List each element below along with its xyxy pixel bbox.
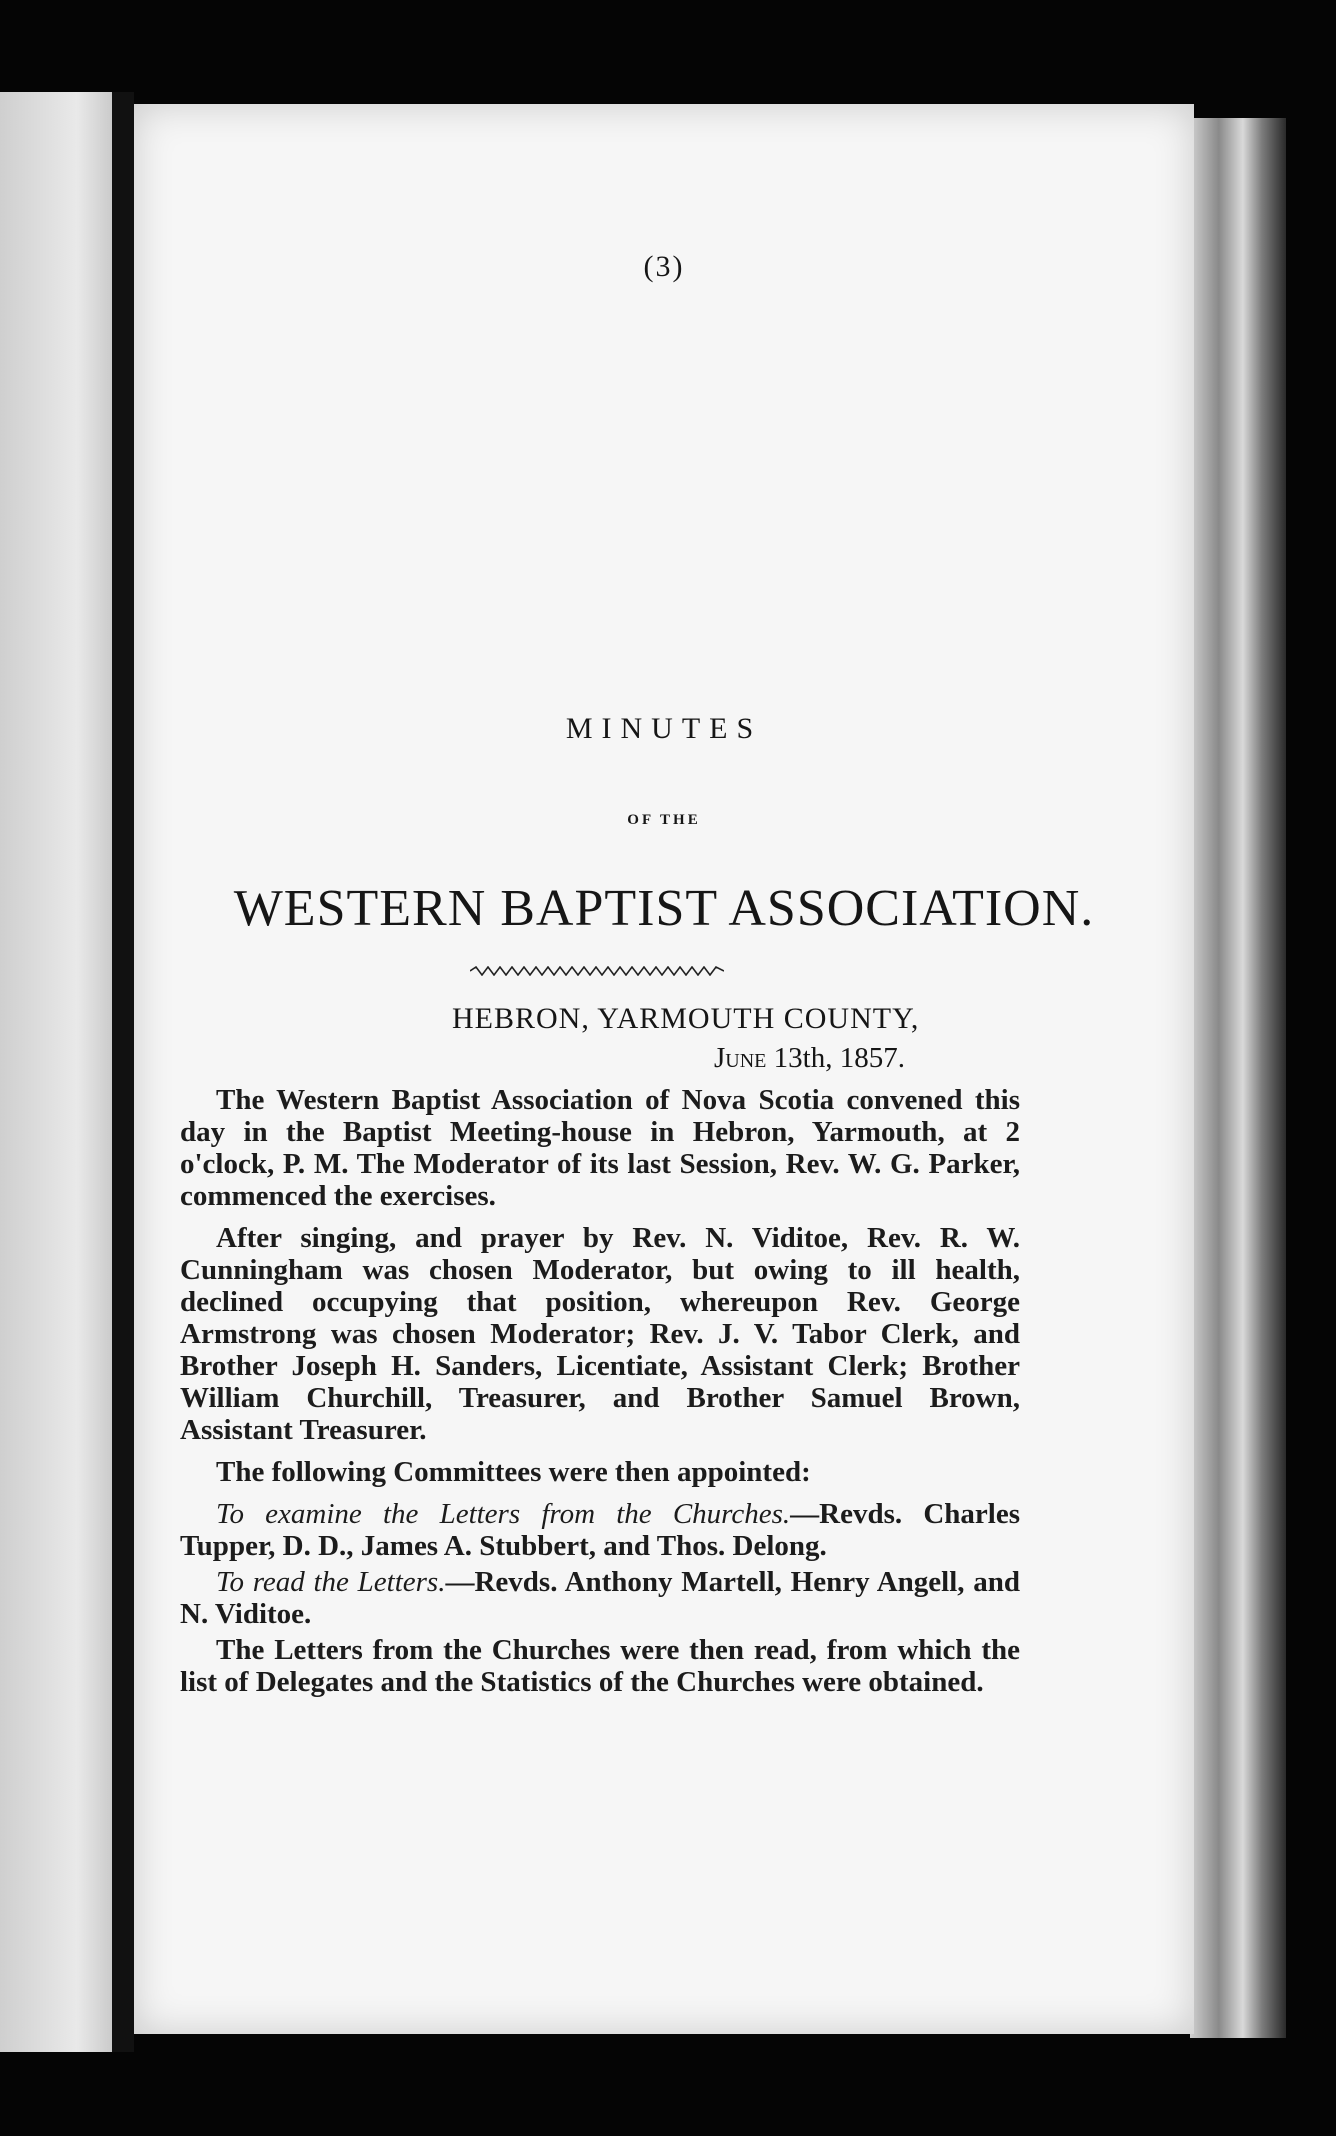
committee-read	[180, 1566, 1020, 1630]
committee-examine	[180, 1498, 1020, 1562]
paragraph-committees-intro: The following Committees were then appointed:	[216, 1456, 811, 1488]
facing-page-edge	[0, 92, 128, 2052]
decorative-rule	[470, 966, 724, 976]
date-line	[714, 1042, 1114, 1075]
paragraph-officers: After singing, and prayer by Rev. N. Viditoe, Rev. R. W. Cunningham was chosen Moderator, but owing to ill health, declined occupying that position, whereupon Rev. George Armstrong was chosen Moderator; Rev. J. V. Tabor Clerk, and Brother Joseph H. Sanders, Licentiate, Assistant Clerk; Brother William Churchill, Treasurer, and Brother Samuel Brown, Assistant Treasurer.	[180, 1222, 1020, 1446]
date-rest: 13th, 1857.	[773, 1042, 905, 1074]
heading-of-the: OF THE	[627, 812, 701, 828]
heading-association: WESTERN BAPTIST ASSOCIATION.	[233, 880, 1095, 937]
committee-read-members: —Revds. Anthony Martell, Henry Angell, and N. Viditoe.	[180, 1566, 1020, 1630]
paragraph-opening: The Western Baptist Association of Nova Scotia convened this day in the Baptist Meeting-house in Hebron, Yarmouth, at 2 o'clock, P. M. The Moderator of its last Session, Rev. W. G. Parker, commenced the exercises.	[180, 1084, 1020, 1212]
heading-minutes: MINUTES	[565, 712, 763, 745]
paragraph-closing: The Letters from the Churches were then read, from which the list of Delegates and the Statistics of the Churches were obtained.	[180, 1634, 1020, 1698]
committee-examine-label: To examine the Letters from the Churches.	[216, 1498, 791, 1530]
book-page	[134, 104, 1194, 2034]
minutes-body	[180, 1084, 1020, 1708]
committee-read-label: To read the Letters.	[216, 1566, 446, 1598]
place-line: HEBRON, YARMOUTH COUNTY,	[452, 1002, 920, 1035]
committee-examine-members: —Revds. Charles Tupper, D. D., James A. Stubbert, and Thos. Delong.	[180, 1498, 1020, 1562]
book-gutter	[112, 92, 134, 2052]
date-month: June	[714, 1042, 767, 1074]
page-stack-edge	[1190, 118, 1286, 2038]
page-number: (3)	[643, 250, 685, 283]
